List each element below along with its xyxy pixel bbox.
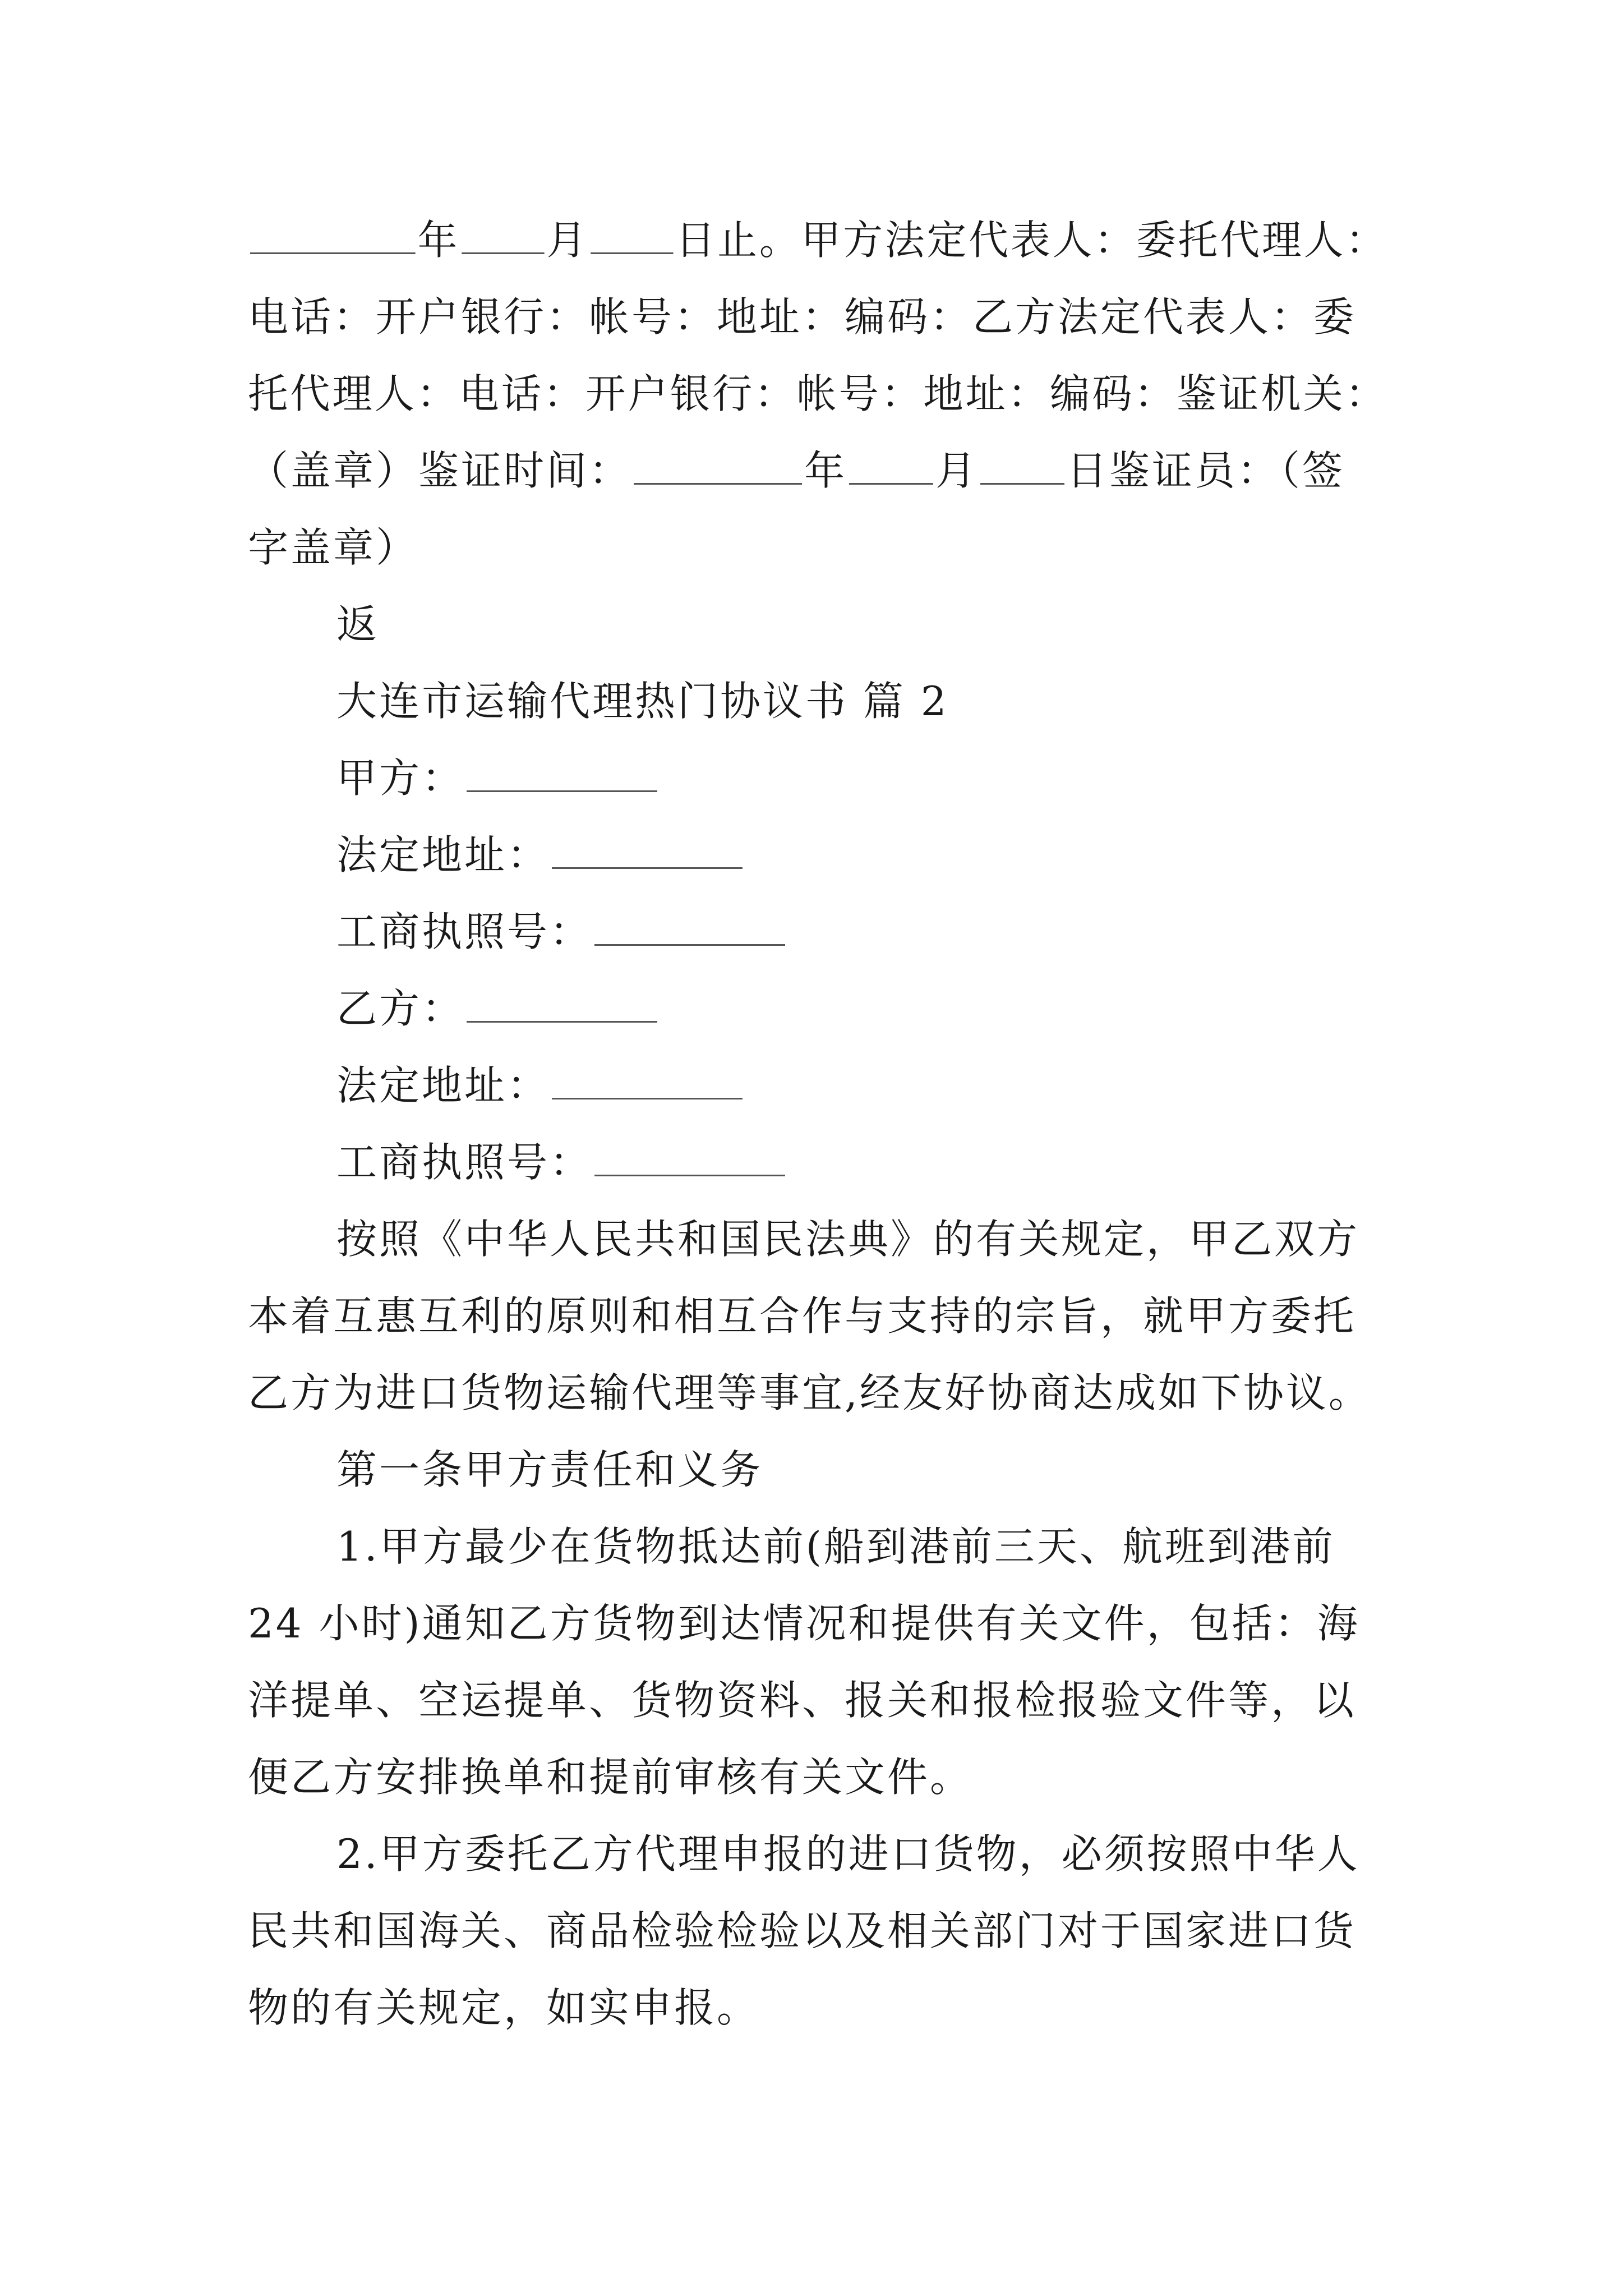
paragraph-line: 2.甲方委托乙方代理申报的进口货物，必须按照中华人 [336,1830,1360,1878]
paragraph-line: 1.甲方最少在货物抵达前(船到港前三天、航班到港前 [336,1523,1335,1570]
section-title: 大连市运输代理热门协议书 篇 2 [336,678,949,725]
field-label: 工商执照号： [336,1139,593,1186]
field-label: 工商执照号： [336,908,593,955]
field-blank [594,1138,785,1176]
paragraph-line: 乙方为进口货物运输代理等事宜,经友好协商达成如下协议。 [248,1369,1371,1416]
field-blank [552,830,743,869]
month-label: 月 [935,447,979,494]
blank-year [634,446,802,485]
year-label: 年 [417,217,460,264]
paragraph-line: 按照《中华人民共和国民法典》的有关规定，甲乙双方 [336,1216,1360,1263]
paragraph-line: 民共和国海关、商品检验检验以及相关部门对于国家进口货 [248,1907,1357,1954]
field-blank [467,753,657,792]
text-line: 字盖章） [248,524,419,571]
text-line-date-end [248,212,1387,268]
year-label: 年 [804,447,847,494]
paragraph-line: 洋提单、空运提单、货物资料、报关和报检报验文件等，以 [248,1677,1357,1724]
blank-month [849,446,933,485]
field-blank [467,984,657,1023]
text-segment: 日鉴证员：（签 [1067,447,1345,494]
field-label: 法定地址： [336,1062,550,1109]
party-a-license-field [336,904,787,960]
text-line-verification-date [248,443,1345,499]
paragraph-line: 24 小时)通知乙方货物到达情况和提供有关文件，包括：海 [248,1600,1360,1647]
party-a-field [336,750,660,806]
party-b-license-field [336,1134,787,1190]
field-label: 甲方： [336,754,465,802]
text-segment: （盖章）鉴证时间： [248,447,632,494]
blank-year [250,215,416,254]
party-b-address-field [336,1057,745,1114]
paragraph-line: 本着互惠互利的原则和相互合作与支持的宗旨，就甲方委托 [248,1292,1357,1340]
month-label: 月 [546,217,589,264]
field-blank [594,907,785,946]
field-blank [552,1061,743,1099]
blank-day [591,215,673,254]
text-line: 电话：开户银行：帐号：地址：编码：乙方法定代表人：委 [248,293,1357,341]
blank-month [462,215,544,254]
paragraph-line: 物的有关规定，如实申报。 [248,1984,760,2031]
party-a-address-field [336,827,745,883]
article-heading: 第一条甲方责任和义务 [336,1446,763,1493]
blank-day [980,446,1064,485]
party-b-field [336,981,660,1037]
paragraph-line: 便乙方安排换单和提前审核有关文件。 [248,1754,973,1801]
field-label: 乙方： [336,985,465,1032]
text-segment: 日止。甲方法定代表人：委托代理人： [675,217,1388,264]
field-label: 法定地址： [336,831,550,878]
text-line: 托代理人：电话：开户银行：帐号：地址：编码：鉴证机关： [248,370,1388,417]
text-line: 返 [336,601,380,648]
